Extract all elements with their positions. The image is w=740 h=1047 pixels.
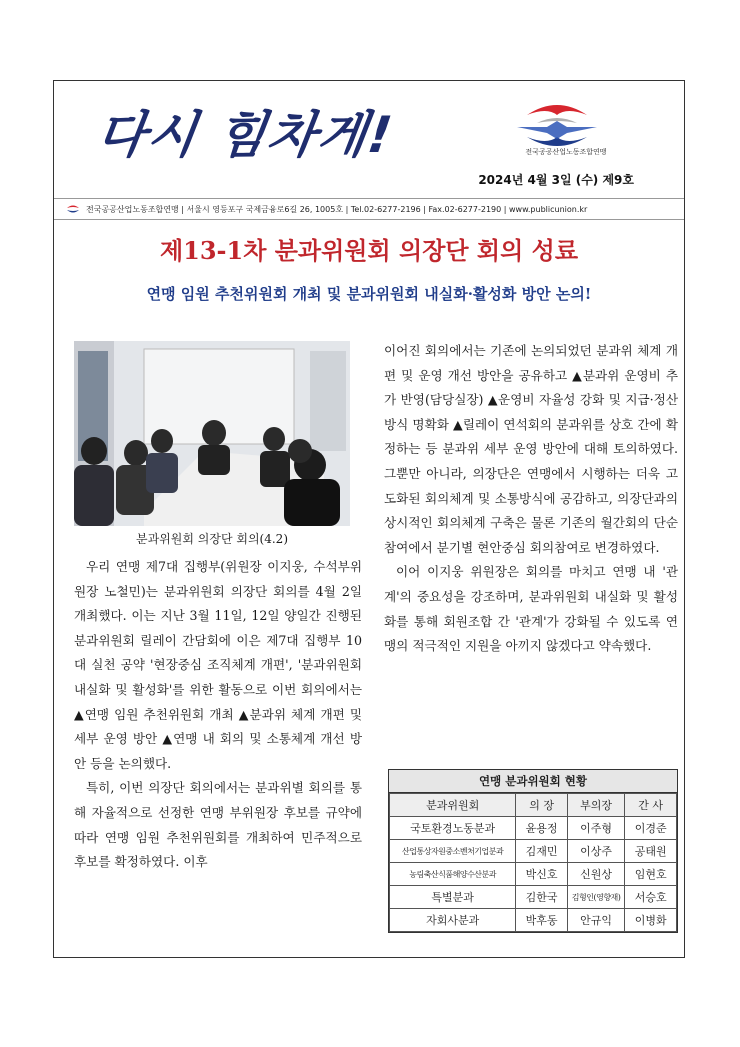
table-title: 연맹 분과위원회 현황	[389, 770, 677, 793]
table-cell: 이주형	[567, 817, 624, 840]
article-headline: 제13-1차 분과위원회 의장단 회의 성료	[159, 236, 579, 265]
paragraph: 특히, 이번 의장단 회의에서는 분과위별 회의를 통해 자율적으로 선정한 연맹 부위원장 후보를 규약에 따라 연맹 임원 추천위원회를 개최하여 민주적으로 후보를 확정하였다. 이후	[74, 780, 362, 870]
brand-title: 다시 힘차게!	[93, 106, 398, 164]
table-row	[390, 817, 677, 840]
union-name: 전국공공산업노동조합연맹	[525, 148, 607, 156]
committee-table	[388, 769, 678, 933]
table-cell: 박후동	[516, 909, 568, 932]
column-header: 부의장	[567, 794, 624, 817]
table-cell: 서승호	[625, 886, 677, 909]
newsletter-page	[53, 80, 685, 958]
table-cell: 안규익	[567, 909, 624, 932]
table-row	[390, 863, 677, 886]
article-subhead: 연맹 임원 추천위원회 개최 및 분과위원회 내실화·활성화 방안 논의!	[146, 285, 592, 303]
column-header: 간 사	[625, 794, 677, 817]
table-cell: 산업통상자원중소벤처기업분과	[390, 840, 516, 863]
infobar-logo-icon	[66, 204, 80, 214]
table-row	[390, 840, 677, 863]
table-row	[390, 886, 677, 909]
article-left-column	[74, 555, 362, 875]
table-cell: 김재민	[516, 840, 568, 863]
table-cell: 이상주	[567, 840, 624, 863]
table-cell: 김형인(영향재)	[567, 886, 624, 909]
contact-bar	[54, 198, 684, 220]
paragraph: 이어 이지웅 위원장은 회의를 마치고 연맹 내 '관계'의 중요성을 강조하며, 분과위원회 내실화 및 활성화를 통해 회원조합 간 '관계'가 강화될 수 있도록 연맹의 적극적인 지원을 아끼지 않겠다고 약속했다.	[384, 564, 678, 654]
committee-grid	[389, 793, 677, 932]
photo-caption: 분과위원회 의장단 회의(4.2)	[136, 532, 288, 546]
table-cell: 신원상	[567, 863, 624, 886]
union-logo-icon	[507, 93, 607, 155]
contact-info: 전국공공산업노동조합연맹 | 서울시 영등포구 국제금융로6길 26, 1005호 | Tel.02-6277-2196 | Fax.02-6277-2190 | www.publicunion.kr	[86, 204, 588, 214]
issue-date: 2024년 4월 3일 (수) 제9호	[478, 173, 634, 187]
meeting-photo	[74, 341, 350, 526]
table-cell: 자회사분과	[390, 909, 516, 932]
table-cell: 공태원	[625, 840, 677, 863]
table-cell: 임현호	[625, 863, 677, 886]
table-cell: 특별분과	[390, 886, 516, 909]
table-cell: 윤용정	[516, 817, 568, 840]
table-cell: 농림축산식품해양수산분과	[390, 863, 516, 886]
article-right-column	[384, 339, 678, 659]
table-row	[390, 909, 677, 932]
column-header: 의 장	[516, 794, 568, 817]
table-cell: 이경준	[625, 817, 677, 840]
paragraph: 이어진 회의에서는 기존에 논의되었던 분과위 체계 개편 및 운영 개선 방안을 공유하고 ▲분과위 운영비 추가 반영(담당실장) ▲운영비 자율성 강화 및 지급·정산 방식 명확화 ▲릴레이 연석회의 분과위를 상호 간에 확정하는 등 분과위 세부 운영 방안에 대해 토의하였다. 그뿐만 아니라, 의장단은 연맹에서 시행하는 더욱 고도화된 회의체계 및 소통방식에 공감하고, 의장단과의 상시적인 회의체계 구축은 물론 기존의 월간회의 단순 참여에서 분기별 현안중심 회의참여로 변경하였다.	[384, 343, 678, 555]
table-cell: 국토환경노동분과	[390, 817, 516, 840]
column-header: 분과위원회	[390, 794, 516, 817]
masthead	[54, 81, 684, 195]
table-cell: 박신호	[516, 863, 568, 886]
table-header-row	[390, 794, 677, 817]
table-cell: 김한국	[516, 886, 568, 909]
table-cell: 이병화	[625, 909, 677, 932]
paragraph: 우리 연맹 제7대 집행부(위원장 이지웅, 수석부위원장 노철민)는 분과위원회 의장단 회의를 4월 2일 개최했다. 이는 지난 3월 11일, 12일 양일간 진행된 분과위원회 릴레이 간담회에 이은 제7대 집행부 10대 실천 공약 '현장중심 조직체계 개편', '분과위원회 내실화 및 활성화'를 위한 활동으로 이번 회의에서는 ▲연맹 임원 추천위원회 개최 ▲분과위 체계 개편 및 세부 운영 방안 ▲연맹 내 회의 및 소통체계 개선 방안 등을 논의했다.	[74, 559, 362, 771]
